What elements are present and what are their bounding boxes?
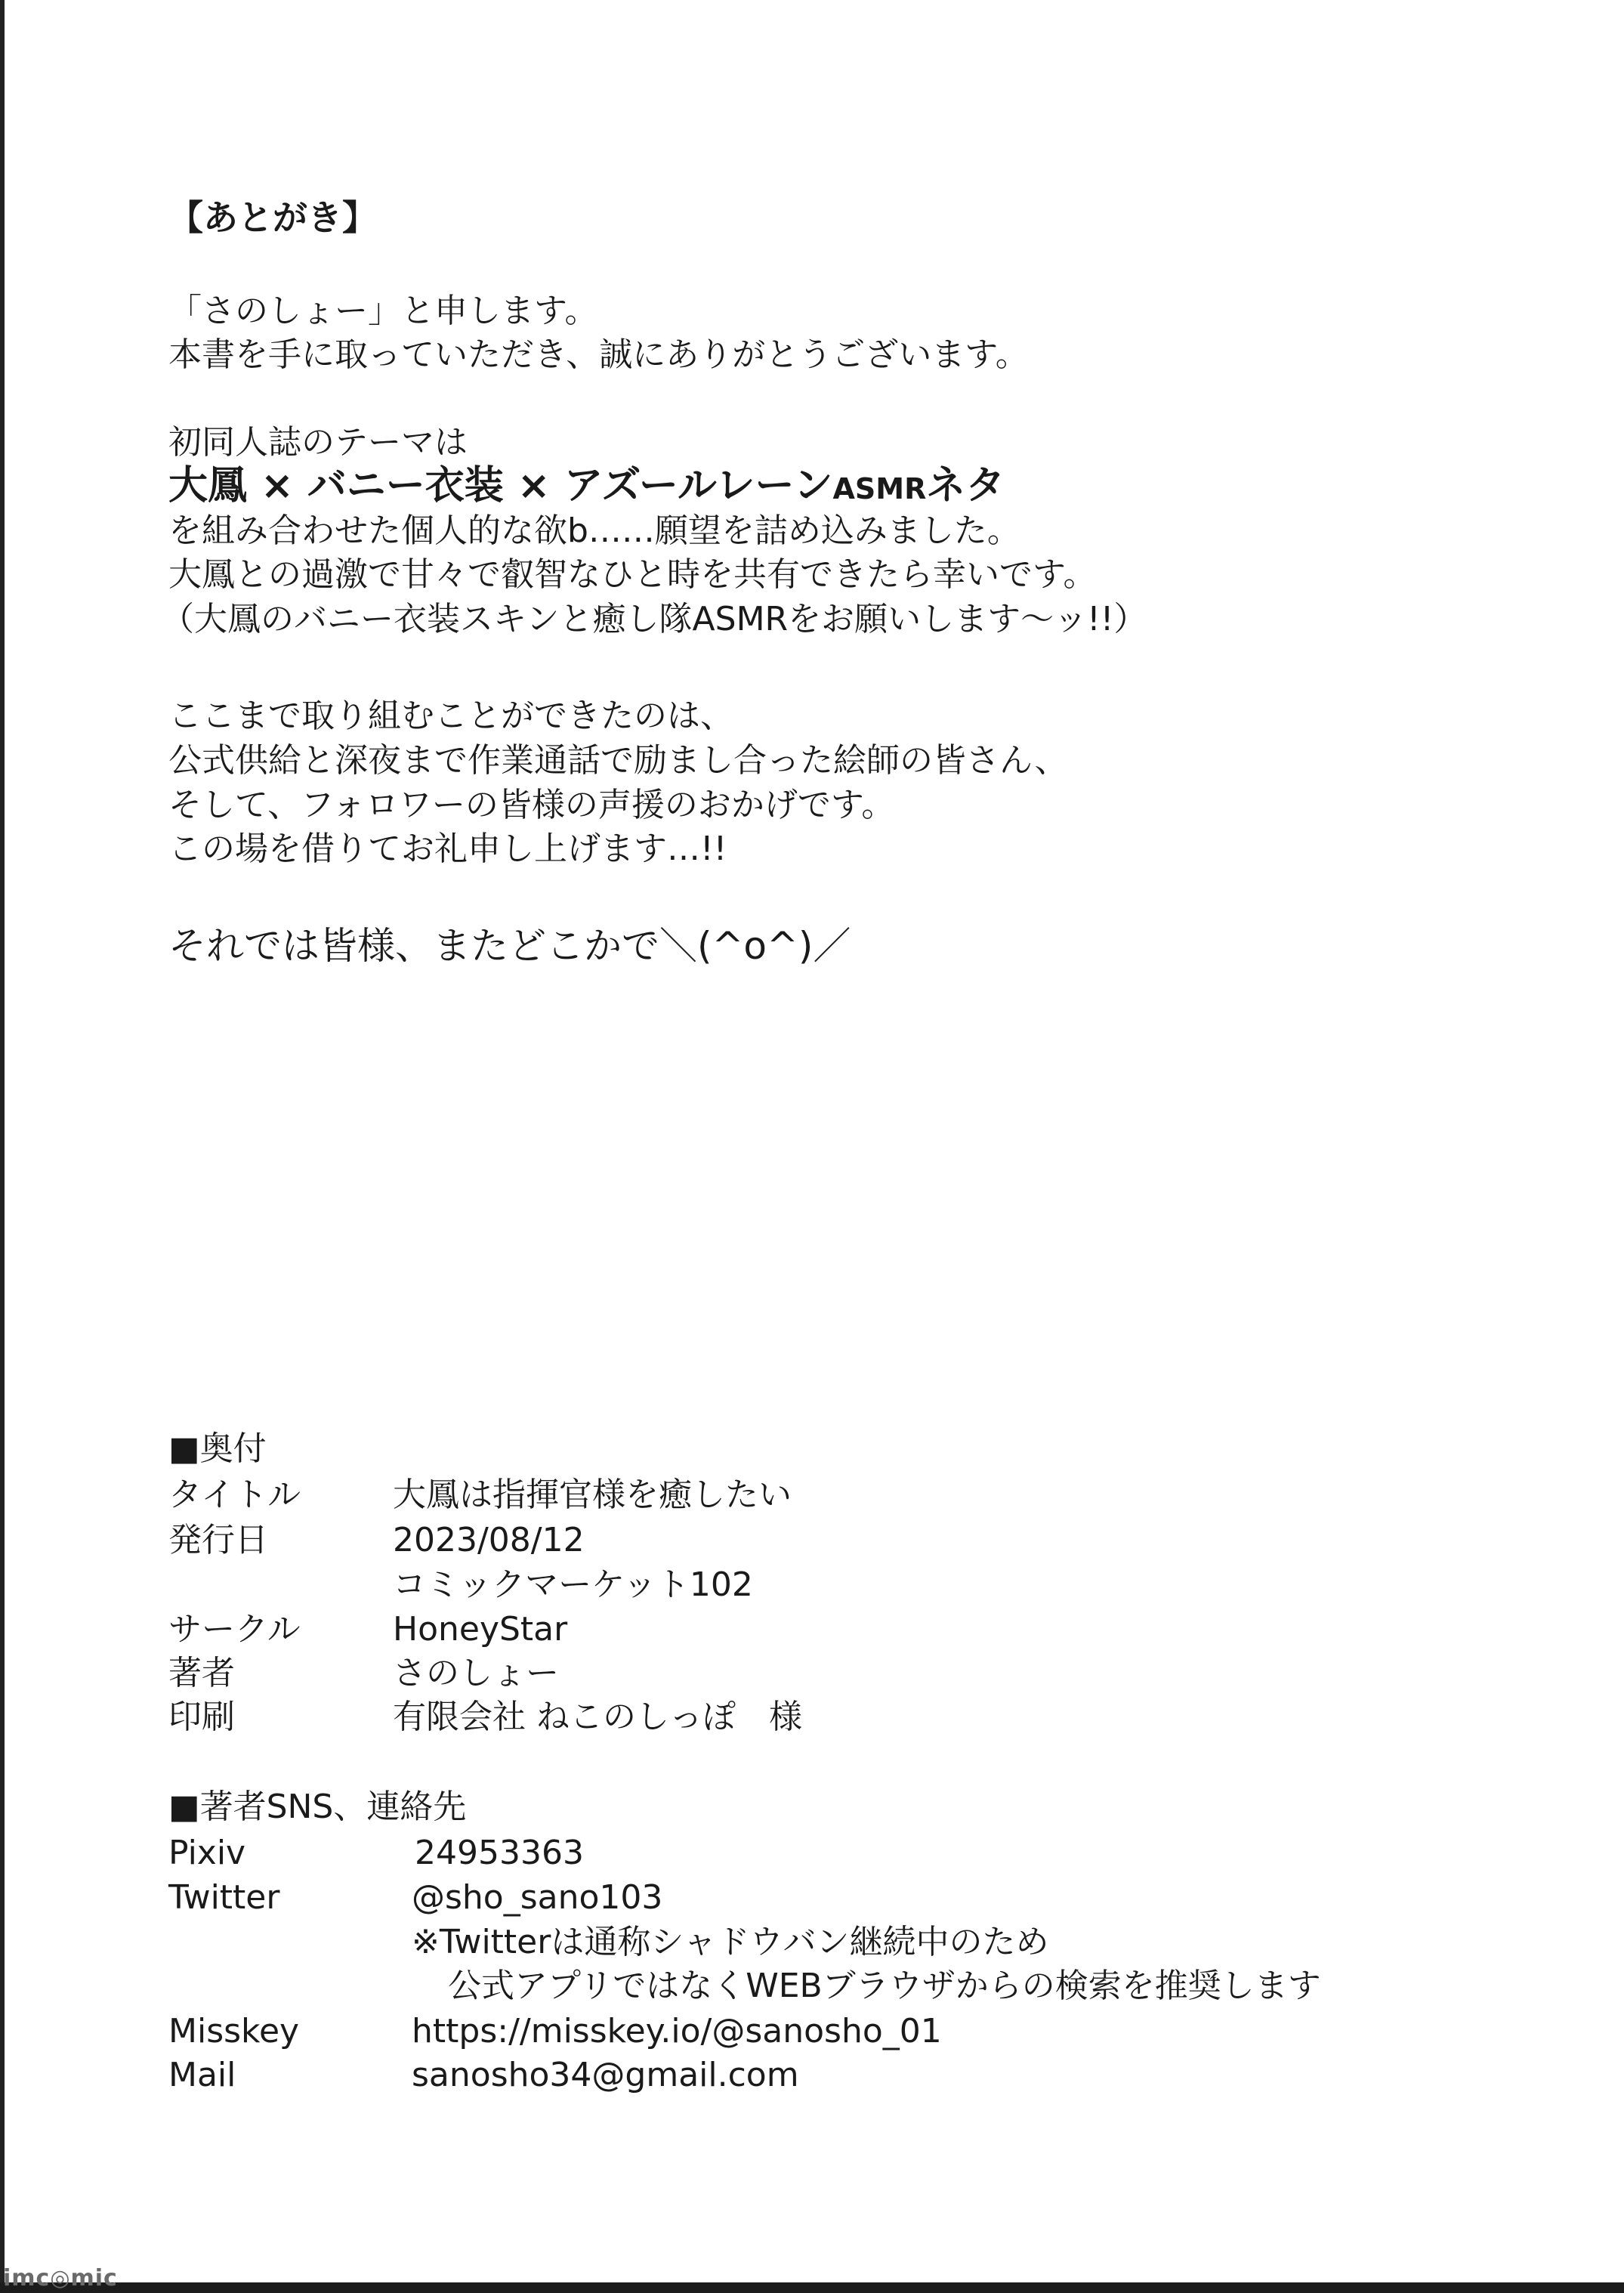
thanks-line-3: そして、フォロワーの皆様の声援のおかげです。 <box>168 786 895 824</box>
afterword-heading: 【あとがき】 <box>168 197 377 238</box>
theme-tail: ネタ <box>926 463 1005 508</box>
intro-line-1: 「さのしょー」と申します。 <box>168 292 598 330</box>
scan-edge-left <box>0 0 5 2293</box>
colophon-label: 著者 <box>168 1654 235 1692</box>
theme-lead: 初同人誌のテーマは <box>168 423 468 462</box>
colophon-value: コミックマーケット102 <box>393 1565 753 1604</box>
colophon-value: 有限会社 ねこのしっぽ 様 <box>393 1698 802 1736</box>
thanks-line-1: ここまで取り組むことができたのは、 <box>168 697 733 735</box>
sns-value: @sho_sano103 <box>412 1878 663 1917</box>
colophon-title: ■奥付 <box>168 1429 267 1468</box>
colophon-value: 大鳳は指揮官様を癒したい <box>393 1476 792 1514</box>
sns-title: ■著者SNS、連絡先 <box>168 1788 467 1826</box>
theme-main <box>168 463 1005 511</box>
thanks-line-2: 公式供給と深夜まで作業通話で励まし合った絵師の皆さん、 <box>168 741 1068 780</box>
theme-body-3: （大鳳のバニー衣装スキンと癒し隊ASMRをお願いします〜ッ!!） <box>161 600 1147 638</box>
sns-value: 24953363 <box>415 1834 584 1872</box>
twitter-note-1: ※Twitterは通称シャドウバン継続中のため <box>412 1923 1049 1961</box>
colophon-value: HoneyStar <box>393 1610 568 1649</box>
theme-main-text: 大鳳 × バニー衣装 × アズールレーン <box>168 463 833 508</box>
sns-label: Mail <box>168 2056 236 2094</box>
watermark: imc◎mic <box>3 2265 118 2291</box>
closing-line: それでは皆様、またどこかで＼(^o^)／ <box>168 924 851 968</box>
sns-label: Misskey <box>168 2012 300 2050</box>
twitter-note-2: 公式アプリではなくWEBブラウザからの検索を推奨します <box>448 1967 1321 2005</box>
intro-line-2: 本書を手に取っていただき、誠にありがとうございます。 <box>168 335 1029 374</box>
colophon-label: サークル <box>168 1610 301 1649</box>
sns-label: Pixiv <box>168 1834 246 1872</box>
theme-body-2: 大鳳との過激で甘々で叡智なひと時を共有できたら幸いです。 <box>168 555 1097 594</box>
sns-label: Twitter <box>168 1878 280 1917</box>
sns-value: https://misskey.io/@sanosho_01 <box>412 2012 942 2050</box>
scan-edge-bottom <box>0 2282 1624 2293</box>
theme-body-1: を組み合わせた個人的な欲b……願望を詰め込みました。 <box>168 511 1020 550</box>
colophon-label: 発行日 <box>168 1521 268 1559</box>
colophon-value: 2023/08/12 <box>393 1521 585 1559</box>
colophon-label: 印刷 <box>168 1698 235 1736</box>
colophon-label: タイトル <box>168 1476 301 1514</box>
thanks-line-4: この場を借りてお礼申し上げます…!! <box>168 830 727 868</box>
sns-value: sanosho34@gmail.com <box>412 2056 799 2094</box>
colophon-value: さのしょー <box>393 1654 559 1692</box>
theme-asmr: ASMR <box>832 472 927 505</box>
